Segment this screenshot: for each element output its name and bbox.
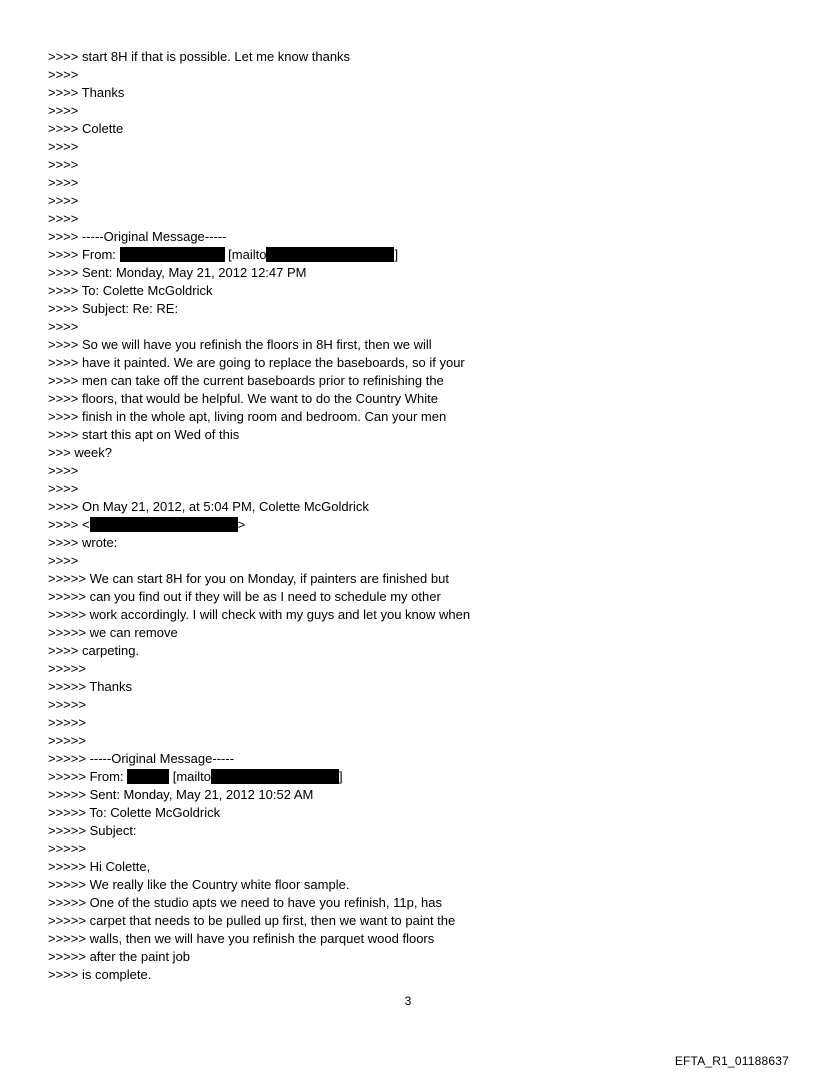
email-line: >>>> start this apt on Wed of this	[48, 427, 240, 442]
email-line: >>>>> Thanks	[48, 679, 132, 694]
email-line: >>>>> can you find out if they will be as I need to schedule my other	[48, 589, 441, 604]
email-line: >>>>>	[48, 661, 86, 676]
email-line: >>>> have it painted. We are going to replace the baseboards, so if your	[48, 355, 465, 370]
email-line-segment: >	[237, 517, 246, 532]
redaction-block	[90, 517, 238, 532]
email-line: >>>>> Subject:	[48, 823, 137, 838]
document-id: EFTA_R1_01188637	[674, 1054, 789, 1068]
email-line-segment: >>>> From:	[48, 247, 120, 262]
email-line: >>>>> carpet that needs to be pulled up first, then we want to paint the	[48, 913, 456, 928]
email-line: >>>> Colette	[48, 121, 124, 136]
email-line: >>>> wrote:	[48, 535, 118, 550]
email-line: >>>> To: Colette McGoldrick	[48, 283, 213, 298]
email-line-segment: [mailto	[169, 769, 212, 784]
email-line: >>>>	[48, 193, 79, 208]
email-line-segment: [mailto	[224, 247, 267, 262]
email-line: >>>>> walls, then we will have you refinish the parquet wood floors	[48, 931, 435, 946]
email-line: >>>>>	[48, 697, 86, 712]
email-line: >>>> Sent: Monday, May 21, 2012 12:47 PM	[48, 265, 307, 280]
email-line: >>>>	[48, 319, 79, 334]
email-line: >>>>	[48, 157, 79, 172]
email-line-segment: ]	[394, 247, 399, 262]
email-line: >>>> men can take off the current baseboards prior to refinishing the	[48, 373, 444, 388]
email-line: >>>> start 8H if that is possible. Let me know thanks	[48, 49, 351, 64]
email-line	[48, 768, 768, 786]
email-line: >>>>	[48, 67, 79, 82]
email-line: >>>>> One of the studio apts we need to have you refinish, 11p, has	[48, 895, 443, 910]
email-line: >>> week?	[48, 445, 112, 460]
email-line-segment: ]	[339, 769, 343, 784]
email-line: >>>>	[48, 553, 79, 568]
email-line: >>>> floors, that would be helpful. We want to do the Country White	[48, 391, 438, 406]
page-number: 3	[404, 994, 412, 1008]
email-line: >>>>> Sent: Monday, May 21, 2012 10:52 AM	[48, 787, 314, 802]
email-line	[48, 246, 768, 264]
email-line: >>>>>	[48, 841, 86, 856]
email-line: >>>>> after the paint job	[48, 949, 191, 964]
email-line: >>>>	[48, 103, 79, 118]
email-line: >>>> On May 21, 2012, at 5:04 PM, Colette McGoldrick	[48, 499, 369, 514]
email-line-segment: >>>>> From:	[48, 769, 128, 784]
email-line: >>>>	[48, 463, 79, 478]
email-line: >>>> carpeting.	[48, 643, 140, 658]
email-line	[48, 516, 768, 534]
email-line: >>>>>	[48, 733, 86, 748]
email-line: >>>>	[48, 481, 79, 496]
email-line: >>>>	[48, 211, 79, 226]
redaction-block	[266, 247, 394, 262]
email-line-segment: >>>> <	[48, 517, 90, 532]
email-line: >>>>> we can remove	[48, 625, 178, 640]
email-line: >>>>>	[48, 715, 86, 730]
email-line: >>>>> -----Original Message-----	[48, 751, 235, 766]
email-line: >>>>> To: Colette McGoldrick	[48, 805, 221, 820]
email-line: >>>> -----Original Message-----	[48, 229, 227, 244]
email-line: >>>>> We can start 8H for you on Monday, if painters are finished but	[48, 571, 449, 586]
email-line: >>>> is complete.	[48, 967, 152, 982]
email-line: >>>> So we will have you refinish the floors in 8H first, then we will	[48, 337, 432, 352]
email-line: >>>>	[48, 175, 79, 190]
redaction-block	[120, 247, 225, 262]
email-line: >>>> Thanks	[48, 85, 125, 100]
email-line: >>>>> We really like the Country white floor sample.	[48, 877, 350, 892]
redaction-block	[127, 769, 169, 784]
email-line: >>>>	[48, 139, 79, 154]
email-line: >>>>> work accordingly. I will check with my guys and let you know when	[48, 607, 471, 622]
email-thread-text	[48, 48, 768, 984]
redaction-block	[211, 769, 339, 784]
email-line: >>>>> Hi Colette,	[48, 859, 151, 874]
email-line: >>>> finish in the whole apt, living room and bedroom. Can your men	[48, 409, 447, 424]
email-line: >>>> Subject: Re: RE:	[48, 301, 179, 316]
